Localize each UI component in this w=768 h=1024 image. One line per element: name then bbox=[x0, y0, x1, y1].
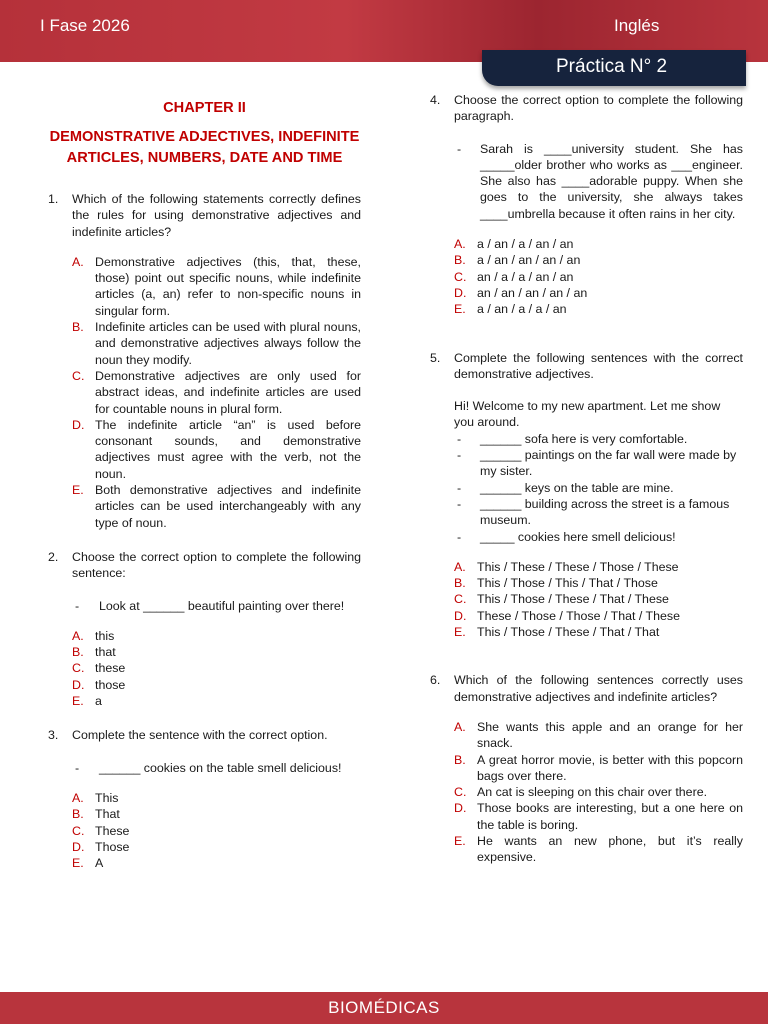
chapter-title: DEMONSTRATIVE ADJECTIVES, INDEFINITE ARTICLES, NUMBERS, DATE AND TIME bbox=[49, 129, 360, 166]
option-text: An cat is sleeping on this chair over there. bbox=[477, 785, 708, 800]
question-1-options bbox=[72, 254, 361, 531]
option-letter: B. bbox=[72, 320, 84, 335]
option-letter: A. bbox=[72, 790, 84, 805]
question-6 bbox=[430, 672, 743, 705]
option-e bbox=[72, 482, 361, 531]
option-text: an / a / a / an / an bbox=[477, 269, 574, 284]
option-a bbox=[454, 719, 743, 752]
option-letter: D. bbox=[72, 839, 85, 854]
option-letter: D. bbox=[454, 285, 467, 300]
question-3 bbox=[48, 727, 361, 743]
option-b bbox=[454, 575, 743, 591]
option-letter: A. bbox=[454, 237, 466, 252]
option-letter: E. bbox=[72, 694, 84, 709]
phase-label: I Fase 2026 bbox=[40, 16, 130, 35]
option-text: This / These / These / Those / These bbox=[477, 559, 679, 574]
question-5-intro bbox=[454, 398, 743, 545]
option-e bbox=[454, 833, 743, 866]
option-b bbox=[72, 806, 361, 822]
option-text: this bbox=[95, 628, 115, 643]
option-letter: B. bbox=[72, 645, 84, 660]
option-letter: A. bbox=[454, 559, 466, 574]
question-5 bbox=[430, 350, 743, 383]
footer-label: BIOMÉDICAS bbox=[328, 998, 440, 1017]
question-number: 5. bbox=[430, 350, 441, 365]
option-e bbox=[72, 693, 361, 709]
question-text: Choose the correct option to complete the following paragraph. bbox=[454, 93, 743, 124]
option-letter: A. bbox=[72, 628, 84, 643]
right-column bbox=[430, 92, 743, 866]
option-letter: C. bbox=[454, 785, 467, 800]
option-letter: A. bbox=[72, 254, 84, 269]
option-letter: E. bbox=[454, 833, 466, 848]
option-a bbox=[72, 628, 361, 644]
option-letter: E. bbox=[72, 483, 84, 498]
chapter-number: CHAPTER II bbox=[163, 100, 246, 116]
question-number: 6. bbox=[430, 673, 441, 688]
option-text: Those bbox=[95, 839, 130, 854]
blank-text: ______ paintings on the far wall were made by my sister. bbox=[480, 448, 737, 479]
option-c bbox=[72, 660, 361, 676]
question-2 bbox=[48, 549, 361, 582]
option-text: This / Those / This / That / Those bbox=[477, 576, 658, 591]
sentence-text: ______ cookies on the table smell delicious! bbox=[99, 760, 342, 775]
option-text: that bbox=[95, 645, 116, 660]
blank-text: ______ sofa here is very comfortable. bbox=[480, 431, 688, 446]
option-c bbox=[72, 368, 361, 417]
option-letter: E. bbox=[454, 302, 466, 317]
question-4 bbox=[430, 92, 743, 125]
question-6-options bbox=[454, 719, 743, 866]
blank-item: - ______ building across the street is a famous museum. bbox=[457, 496, 743, 529]
option-text: He wants an new phone, but it’s really expensive. bbox=[477, 833, 743, 865]
option-e bbox=[454, 301, 743, 317]
option-letter: B. bbox=[454, 752, 466, 767]
option-c bbox=[72, 823, 361, 839]
question-number: 1. bbox=[48, 192, 59, 206]
left-column bbox=[48, 98, 361, 871]
question-3-sentence: - ______ cookies on the table smell delicious! bbox=[72, 760, 361, 776]
question-4-options bbox=[454, 236, 743, 317]
option-text: Demonstrative adjectives are only used for abstract ideas, and indefinite articles are used for countable nouns in plural form. bbox=[95, 368, 361, 416]
option-b bbox=[72, 644, 361, 660]
question-3-options bbox=[72, 790, 361, 871]
option-text: a bbox=[95, 694, 102, 709]
option-text: She wants this apple and an orange for her snack. bbox=[477, 719, 743, 751]
question-text: Which of the following sentences correctly uses demonstrative adjectives and indefinite articles? bbox=[454, 673, 743, 704]
option-letter: B. bbox=[454, 576, 466, 591]
page-footer bbox=[0, 992, 768, 1024]
option-d bbox=[72, 677, 361, 693]
option-a bbox=[72, 790, 361, 806]
option-text: Demonstrative adjectives (this, that, these, those) point out specific nouns, while indefinite articles (a, an) refer to non-specific nouns in singular form. bbox=[95, 254, 361, 318]
question-text: Complete the following sentences with the correct demonstrative adjectives. bbox=[454, 350, 743, 381]
question-2-options bbox=[72, 628, 361, 709]
option-e bbox=[72, 855, 361, 871]
question-5-options bbox=[454, 559, 743, 640]
option-text: This / Those / These / That / That bbox=[477, 625, 660, 640]
option-d bbox=[72, 839, 361, 855]
practice-label: Práctica N° 2 bbox=[556, 56, 668, 77]
paragraph-text: Sarah is ____university student. She has _____older brother who works as ___engineer. She also has ____adorable puppy. When she goes to the university, she always takes ____umbrella because it often rains in her city. bbox=[480, 141, 743, 221]
subject-label: Inglés bbox=[614, 16, 660, 35]
question-text: Choose the correct option to complete the following sentence: bbox=[72, 549, 361, 581]
option-letter: B. bbox=[72, 807, 84, 822]
blank-item: - _____ cookies here smell delicious! bbox=[457, 529, 743, 545]
option-c bbox=[454, 591, 743, 607]
option-a bbox=[454, 236, 743, 252]
option-b bbox=[72, 319, 361, 368]
option-b bbox=[454, 252, 743, 268]
option-text: Those books are interesting, but a one here on the table is boring. bbox=[477, 801, 743, 832]
question-text: Which of the following statements correctly defines the rules for using demonstrative adjectives and indefinite articles? bbox=[72, 192, 361, 239]
blank-item: - ______ sofa here is very comfortable. bbox=[457, 431, 743, 447]
option-a bbox=[72, 254, 361, 319]
option-c bbox=[454, 269, 743, 285]
option-text: That bbox=[95, 807, 120, 822]
intro-text: Hi! Welcome to my new apartment. Let me show you around. bbox=[454, 399, 721, 430]
blank-text: _____ cookies here smell delicious! bbox=[480, 529, 676, 544]
option-letter: A. bbox=[454, 719, 466, 734]
option-e bbox=[454, 624, 743, 640]
option-text: These bbox=[95, 823, 130, 838]
option-letter: D. bbox=[454, 608, 467, 623]
option-letter: C. bbox=[72, 661, 85, 676]
option-text: A bbox=[95, 856, 104, 871]
option-text: The indefinite article “an” is used before consonant sounds, and demonstrative adjectives must agree with the verb, not the noun. bbox=[95, 417, 361, 481]
option-text: This / Those / These / That / These bbox=[477, 592, 669, 607]
question-number: 4. bbox=[430, 93, 441, 107]
option-letter: D. bbox=[454, 801, 467, 816]
option-text: Indefinite articles can be used with plural nouns, and demonstrative adjectives always follow the noun they modify. bbox=[95, 320, 361, 367]
option-letter: C. bbox=[454, 269, 467, 284]
blank-item: - ______ paintings on the far wall were made by my sister. bbox=[457, 447, 743, 480]
question-4-paragraph: - Sarah is ____university student. She has _____older brother who works as ___engineer. She also has ____adorable puppy. When she goes to the university, she always takes ____umbrella because it often rains in her city. bbox=[457, 141, 743, 221]
option-letter: C. bbox=[454, 592, 467, 607]
option-text: a / an / a / a / an bbox=[477, 302, 567, 317]
option-d bbox=[454, 285, 743, 301]
blank-text: ______ keys on the table are mine. bbox=[480, 480, 674, 495]
option-text: a / an / a / an / an bbox=[477, 237, 574, 252]
option-b bbox=[454, 752, 743, 785]
option-d bbox=[454, 608, 743, 624]
option-text: This bbox=[95, 790, 119, 805]
option-d bbox=[454, 800, 743, 833]
option-letter: C. bbox=[72, 823, 85, 838]
option-c bbox=[454, 784, 743, 800]
option-letter: E. bbox=[454, 625, 466, 640]
blank-item: - ______ keys on the table are mine. bbox=[457, 480, 743, 496]
question-1 bbox=[48, 191, 361, 240]
sentence-text: Look at ______ beautiful painting over there! bbox=[99, 598, 345, 613]
blank-text: ______ building across the street is a famous museum. bbox=[480, 496, 730, 528]
option-text: an / an / an / an / an bbox=[477, 285, 588, 300]
option-letter: D. bbox=[72, 677, 85, 692]
option-letter: D. bbox=[72, 417, 85, 432]
practice-tab bbox=[482, 50, 746, 86]
option-letter: C. bbox=[72, 368, 85, 383]
option-letter: E. bbox=[72, 856, 84, 871]
option-text: a / an / an / an / an bbox=[477, 253, 581, 268]
option-text: Both demonstrative adjectives and indefinite articles can be used interchangeably with any type of noun. bbox=[95, 483, 361, 530]
question-2-sentence: - Look at ______ beautiful painting over there! bbox=[72, 598, 361, 614]
option-letter: B. bbox=[454, 253, 466, 268]
blank-list bbox=[457, 431, 743, 545]
question-number: 3. bbox=[48, 728, 59, 743]
question-text: Complete the sentence with the correct option. bbox=[72, 728, 328, 743]
option-text: A great horror movie, is better with this popcorn bags over there. bbox=[477, 752, 743, 783]
option-a bbox=[454, 559, 743, 575]
option-text: these bbox=[95, 661, 126, 676]
option-text: those bbox=[95, 677, 126, 692]
option-d bbox=[72, 417, 361, 482]
question-number: 2. bbox=[48, 549, 59, 564]
option-text: These / Those / Those / That / These bbox=[477, 608, 680, 623]
